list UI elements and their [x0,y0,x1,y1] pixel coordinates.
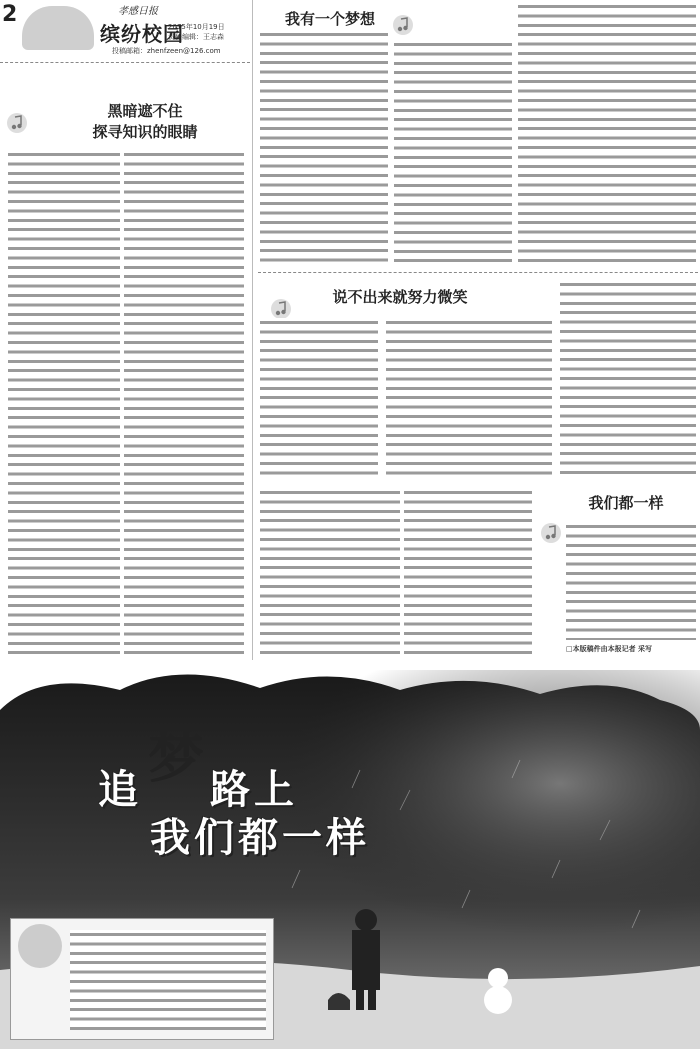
article-2-title: 我有一个梦想 [284,10,375,28]
article-3-column-5 [404,488,532,656]
article-3-title: 说不出来就努力微笑 [332,288,468,306]
article-4-column [566,522,696,640]
article-2-column-2 [394,40,512,265]
paper-name: 孝感日报 [118,6,158,17]
note-text [70,930,266,1030]
masthead [0,0,250,60]
issue-date: 2015年10月19日 [168,23,225,31]
page-number: 2 [2,2,18,27]
editor: 责任编辑：王志森 [168,33,224,41]
article-3-column-1 [260,318,378,478]
music-note-icon [392,14,414,36]
music-note-icon [6,112,28,134]
kids-illustration [22,6,94,50]
banner-title-road: 路上 [210,767,298,813]
article-1-title: 黑暗遮不住 探寻知识的眼睛 [92,102,198,141]
music-note-icon [540,522,562,544]
article-4-byline: □本版稿件由本报记者 采写 [566,645,653,653]
music-note-icon [270,298,292,320]
article-2-column-1 [260,30,388,265]
article-1-column-2 [124,150,244,655]
article-3-column-3 [560,280,696,478]
column-rule [252,0,253,660]
email: 投稿邮箱：zhenfzeen@126.com [112,47,221,55]
masthead-rule [0,62,250,63]
banner-subtitle: 我们都一样 [150,815,370,861]
avatar [18,924,62,968]
section-rule [258,272,698,273]
article-3-column-4 [260,488,400,656]
banner-title-chase: 追 [98,767,142,813]
article-2-column-3 [518,2,696,265]
section-name: 缤纷校园 [100,22,184,46]
article-1-column-1 [8,150,120,655]
article-4-title: 我们都一样 [588,494,664,512]
article-3-column-2 [386,318,552,478]
banner-title-dream: 梦 [148,725,204,791]
